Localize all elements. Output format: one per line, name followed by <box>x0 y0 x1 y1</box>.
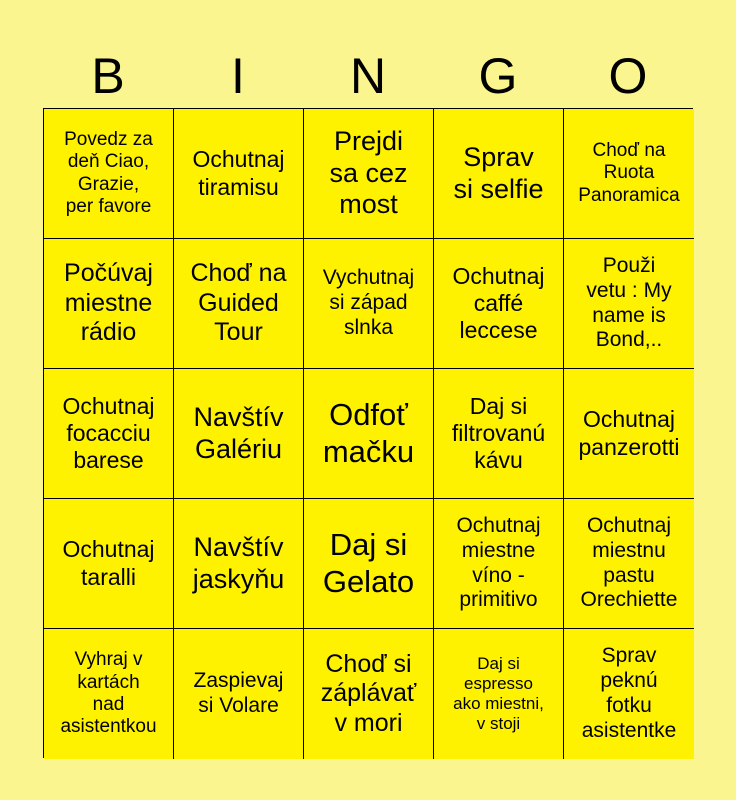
bingo-cell-r5c5[interactable]: Sprav peknú fotku asistentke <box>564 629 694 759</box>
bingo-cell-r2c5[interactable]: Použi vetu : My name is Bond,.. <box>564 239 694 369</box>
header-letter-b: B <box>91 48 125 104</box>
bingo-cell-r1c4[interactable]: Sprav si selfie <box>434 109 564 239</box>
bingo-cell-r4c4[interactable]: Ochutnaj miestne víno - primitivo <box>434 499 564 629</box>
bingo-cell-r1c1[interactable]: Povedz za deň Ciao, Grazie, per favore <box>44 109 174 239</box>
bingo-cell-r4c3[interactable]: Daj si Gelato <box>304 499 434 629</box>
bingo-cell-r5c3[interactable]: Choď si záplávať v mori <box>304 629 434 759</box>
bingo-cell-r2c2[interactable]: Choď na Guided Tour <box>174 239 304 369</box>
bingo-cell-r3c4[interactable]: Daj si filtrovanú kávu <box>434 369 564 499</box>
bingo-cell-r3c2[interactable]: Navštív Galériu <box>174 369 304 499</box>
header-letter-o: O <box>608 48 648 104</box>
bingo-cell-r3c3[interactable]: Odfoť mačku <box>304 369 434 499</box>
bingo-card <box>43 108 693 758</box>
header-letter-g: G <box>478 48 518 104</box>
bingo-cell-r5c4[interactable]: Daj si espresso ako miestni, v stoji <box>434 629 564 759</box>
header-letter-n: N <box>349 48 387 104</box>
header-letter-i: I <box>231 48 245 104</box>
bingo-cell-r4c2[interactable]: Navštív jaskyňu <box>174 499 304 629</box>
bingo-header <box>43 44 693 108</box>
bingo-cell-r5c1[interactable]: Vyhraj v kartách nad asistentkou <box>44 629 174 759</box>
bingo-cell-r5c2[interactable]: Zaspievaj si Volare <box>174 629 304 759</box>
bingo-cell-r2c1[interactable]: Počúvaj miestne rádio <box>44 239 174 369</box>
bingo-cell-r4c1[interactable]: Ochutnaj taralli <box>44 499 174 629</box>
bingo-cell-r3c1[interactable]: Ochutnaj focacciu barese <box>44 369 174 499</box>
bingo-cell-r2c4[interactable]: Ochutnaj caffé leccese <box>434 239 564 369</box>
bingo-cell-r1c5[interactable]: Choď na Ruota Panoramica <box>564 109 694 239</box>
bingo-cell-r4c5[interactable]: Ochutnaj miestnu pastu Orechiette <box>564 499 694 629</box>
bingo-cell-r3c5[interactable]: Ochutnaj panzerotti <box>564 369 694 499</box>
bingo-cell-r1c3[interactable]: Prejdi sa cez most <box>304 109 434 239</box>
bingo-cell-r1c2[interactable]: Ochutnaj tiramisu <box>174 109 304 239</box>
bingo-cell-r2c3[interactable]: Vychutnaj si západ slnka <box>304 239 434 369</box>
